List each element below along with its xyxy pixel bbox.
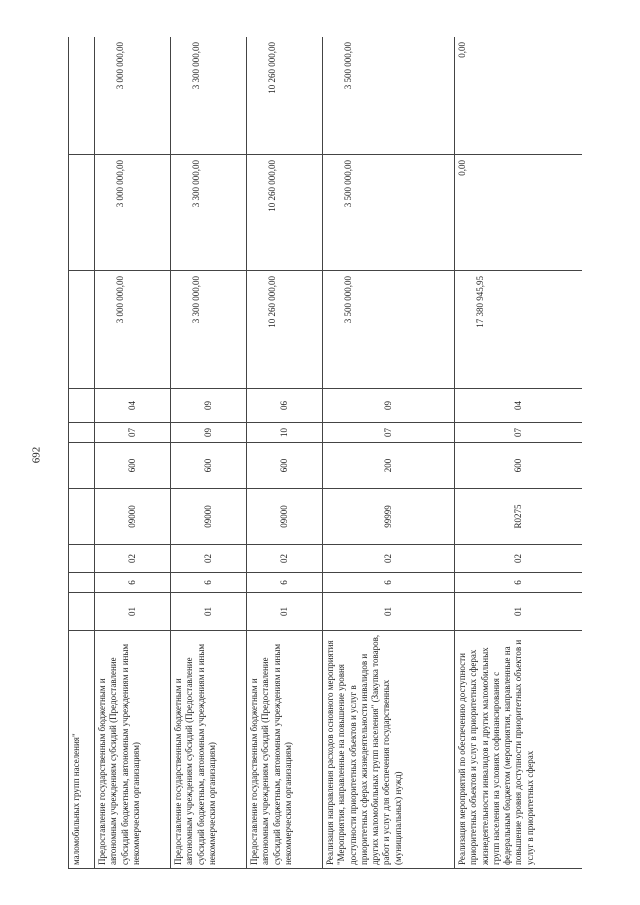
table-row [247, 37, 323, 869]
code-cell: 6 [171, 573, 247, 593]
code-cell: 01 [247, 593, 323, 631]
code-cell: 02 [95, 545, 171, 573]
amount-cell: 3 300 000,00 [171, 271, 247, 389]
amount-cell: 10 260 000,00 [247, 155, 323, 271]
code-cell: R0275 [455, 489, 583, 545]
table-row [171, 37, 247, 869]
code-cell: 01 [323, 593, 455, 631]
code-cell [69, 593, 95, 631]
code-cell [69, 573, 95, 593]
amount-cell: 10 260 000,00 [247, 37, 323, 155]
code-cell: 07 [455, 423, 583, 443]
budget-table-wrapper [68, 37, 582, 869]
table-row [455, 37, 583, 869]
code-cell: 99999 [323, 489, 455, 545]
code-cell: 600 [247, 443, 323, 489]
amount-cell: 3 000 000,00 [95, 155, 171, 271]
code-cell: 200 [323, 443, 455, 489]
code-cell: 02 [323, 545, 455, 573]
row-name-cell: маломобильных групп населения" [69, 631, 95, 869]
code-cell [69, 489, 95, 545]
amount-cell: 3 500 000,00 [323, 37, 455, 155]
code-cell: 07 [95, 423, 171, 443]
code-cell: 02 [455, 545, 583, 573]
table-row [69, 37, 95, 869]
code-cell: 01 [171, 593, 247, 631]
code-cell: 01 [95, 593, 171, 631]
amount-cell: 0,00 [455, 155, 583, 271]
code-cell: 04 [95, 389, 171, 423]
code-cell: 6 [95, 573, 171, 593]
amount-cell: 17 380 945,95 [455, 271, 583, 389]
code-cell: 09 [323, 389, 455, 423]
table-row [323, 37, 455, 869]
code-cell [69, 423, 95, 443]
code-cell: 6 [323, 573, 455, 593]
code-cell: 06 [247, 389, 323, 423]
amount-cell: 3 000 000,00 [95, 271, 171, 389]
page-number: 692 [30, 446, 43, 464]
code-cell: 6 [455, 573, 583, 593]
amount-cell: 3 500 000,00 [323, 155, 455, 271]
amount-cell: 10 260 000,00 [247, 271, 323, 389]
code-cell: 09000 [247, 489, 323, 545]
code-cell: 6 [247, 573, 323, 593]
row-name-cell: Предоставление государственным бюджетным и автономным учреждениям субсидий (Предоставление субсидий бюджетным, автономным учреждениям и иным некоммерческим организациям) [171, 631, 247, 869]
table-row [95, 37, 171, 869]
amount-cell: 3 500 000,00 [323, 271, 455, 389]
row-name-cell: Реализация направления расходов основного мероприятия "Мероприятия, направленные на повышение уровня доступности приоритетных объектов и услуг в приоритетных сферах жизнедеятельности инвалидов и других маломобильных групп населения" (Закупка товаров, работ и услуг для обеспечения государственных (муниципальных) нужд) [323, 631, 455, 869]
budget-table-rotated [68, 37, 582, 869]
amount-cell: 3 300 000,00 [171, 37, 247, 155]
row-name-cell: Предоставление государственным бюджетным и автономным учреждениям субсидий (Предоставление субсидий бюджетным, автономным учреждениям и иным некоммерческим организациям) [95, 631, 171, 869]
amount-cell [69, 271, 95, 389]
row-name-cell: Предоставление государственным бюджетным и автономным учреждениям субсидий (Предоставление субсидий бюджетным, автономным учреждениям и иным некоммерческим организациям) [247, 631, 323, 869]
amount-cell: 3 000 000,00 [95, 37, 171, 155]
code-cell: 02 [247, 545, 323, 573]
amount-cell [69, 155, 95, 271]
code-cell: 600 [95, 443, 171, 489]
code-cell: 09000 [95, 489, 171, 545]
amount-cell: 0,00 [455, 37, 583, 155]
code-cell: 09 [171, 423, 247, 443]
code-cell: 07 [323, 423, 455, 443]
code-cell: 04 [455, 389, 583, 423]
amount-cell [69, 37, 95, 155]
code-cell: 02 [171, 545, 247, 573]
code-cell: 600 [171, 443, 247, 489]
code-cell: 10 [247, 423, 323, 443]
code-cell: 600 [455, 443, 583, 489]
budget-table [68, 37, 582, 869]
code-cell [69, 389, 95, 423]
row-name-cell: Реализация мероприятий по обеспечению доступности приоритетных объектов и услуг в приоритетных сферах жизнедеятельности инвалидов и других маломобильных групп населения на условиях софинансирования с федеральным бюджетом (мероприятия, направленные на повышение уровня доступности приоритетных объектов и услуг в приоритетных сферах [455, 631, 583, 869]
code-cell: 01 [455, 593, 583, 631]
code-cell: 09000 [171, 489, 247, 545]
code-cell: 09 [171, 389, 247, 423]
code-cell [69, 545, 95, 573]
code-cell [69, 443, 95, 489]
amount-cell: 3 300 000,00 [171, 155, 247, 271]
